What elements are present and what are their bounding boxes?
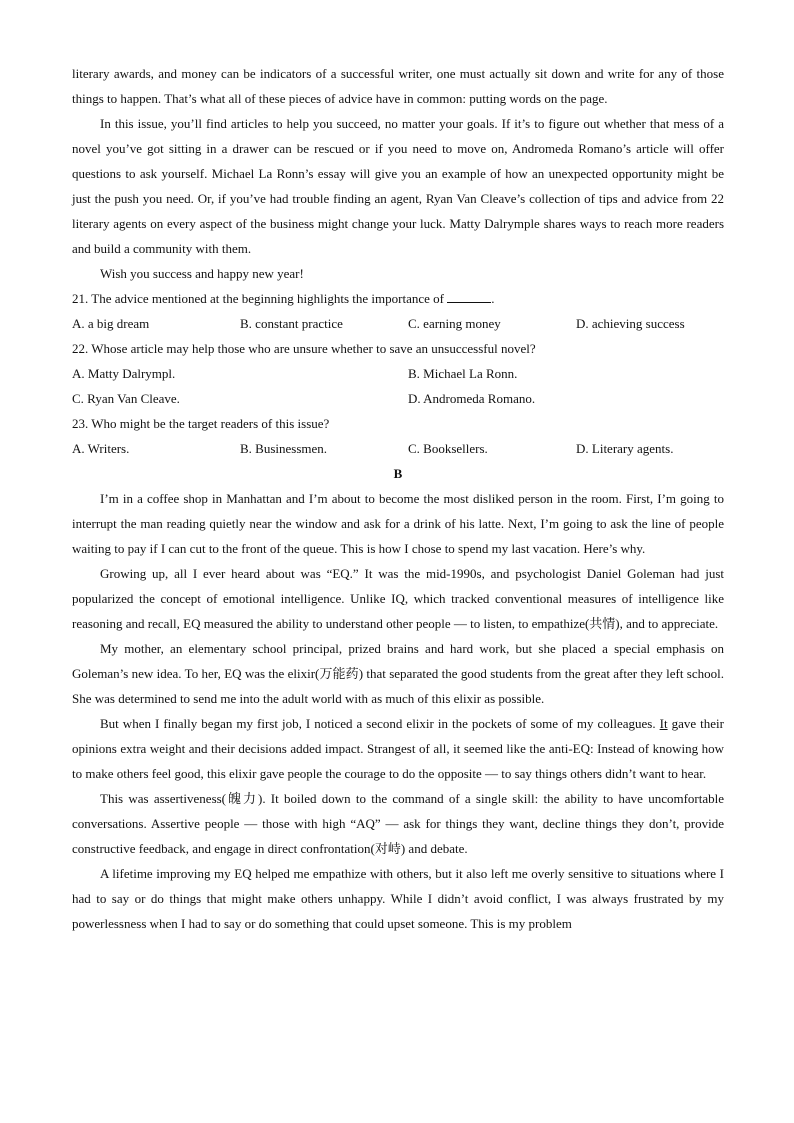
passage-a-closing: Wish you success and happy new year!	[100, 266, 304, 281]
passage-b-paragraph-1: I’m in a coffee shop in Manhattan and I’m about to become the most disliked person in the room. First, I’m going to interrupt the man reading quietly near the window and ask for a drink of his latte. Next, I’m going to ask the line of people waiting to pay if I can cut to the front of the queue. This is how I chose to spend my last vacation. Here’s why.	[72, 491, 724, 556]
option-b: B. Businessmen.	[240, 441, 328, 456]
section-b-title: B	[393, 466, 403, 481]
question-22-options-row-1	[72, 361, 724, 386]
option-d: D. Literary agents.	[576, 441, 674, 456]
option-c: C. earning money	[408, 316, 501, 331]
passage-b-paragraph-5: This was assertiveness(魄力). It boiled down to the command of a single skill: the ability to have uncomfortable conversations. Assertive people — those with high “AQ” — ask for things they want, decline things they don’t, provide constructive feedback, and engage in direct confrontation(对峙) and debate.	[72, 791, 724, 856]
answer-blank	[447, 288, 491, 303]
paragraph-4-text-end: gave their opinions extra weight and their decisions added impact. Strangest of all, it seemed like the anti-EQ: Instead of knowing how to make others feel good, this elixir gave people the courage to do the opposite — to say things others didn’t want to hear.	[72, 716, 724, 781]
option-a: A. Matty Dalrympl.	[72, 366, 176, 381]
passage-b-paragraph-4	[72, 711, 724, 786]
paragraph-4-text-start: But when I finally began my first job, I noticed a second elixir in the pockets of some of my colleagues.	[100, 716, 660, 731]
question-21-options	[72, 311, 724, 336]
question-22-options-row-2	[72, 386, 724, 411]
option-c: C. Booksellers.	[408, 441, 488, 456]
question-21	[72, 286, 724, 311]
passage-b-paragraph-2: Growing up, all I ever heard about was “EQ.” It was the mid-1990s, and psychologist Daniel Goleman had just popularized the concept of emotional intelligence. Unlike IQ, which tracked conventional measures of intelligence like reasoning and recall, EQ measured the ability to understand other people — to listen, to empathize(共情), and to appreciate.	[72, 566, 724, 631]
question-21-end: .	[491, 291, 495, 306]
passage-b-paragraph-3: My mother, an elementary school principal, prized brains and hard work, but she placed a special emphasis on Goleman’s new idea. To her, EQ was the elixir(万能药) that separated the good students from the great after they left school. She was determined to send me into the adult world with as much of this elixir as possible.	[72, 641, 724, 706]
passage-b-paragraph-6: A lifetime improving my EQ helped me empathize with others, but it also left me overly sensitive to situations where I had to say or do things that might make others unhappy. While I didn’t avoid conflict, I was always frustrated by my powerlessness when I had to say or do something that could upset someone. This is my problem	[72, 866, 724, 931]
question-23: 23. Who might be the target readers of this issue?	[72, 416, 330, 431]
option-b: B. Michael La Ronn.	[408, 366, 518, 381]
passage-a-paragraph-2: In this issue, you’ll find articles to help you succeed, no matter your goals. If it’s to figure out whether that mess of a novel you’ve got sitting in a drawer can be rescued or if you need to move on, Andromeda Romano’s article will offer questions to ask yourself. Michael La Ronn’s essay will give you an example of how an unexpected opportunity might be just the push you need. Or, if you’ve had trouble finding an agent, Ryan Van Cleave’s collection of tips and advice from 22 literary agents on every aspect of the business might change your luck. Matty Dalrymple shares ways to reach more readers and build a community with them.	[72, 116, 724, 256]
option-d: D. Andromeda Romano.	[408, 391, 536, 406]
passage-a-paragraph-1: literary awards, and money can be indicators of a successful writer, one must actually sit down and write for any of those things to happen. That’s what all of these pieces of advice have in common: putting words on the page.	[72, 66, 724, 106]
option-d: D. achieving success	[576, 316, 685, 331]
document-body	[72, 61, 724, 936]
underlined-word: It	[659, 716, 668, 731]
option-a: A. a big dream	[72, 316, 150, 331]
option-c: C. Ryan Van Cleave.	[72, 391, 180, 406]
option-b: B. constant practice	[240, 316, 343, 331]
question-21-stem: 21. The advice mentioned at the beginning highlights the importance of	[72, 291, 444, 306]
question-22: 22. Whose article may help those who are unsure whether to save an unsuccessful novel?	[72, 341, 536, 356]
question-23-options	[72, 436, 724, 461]
option-a: A. Writers.	[72, 441, 130, 456]
